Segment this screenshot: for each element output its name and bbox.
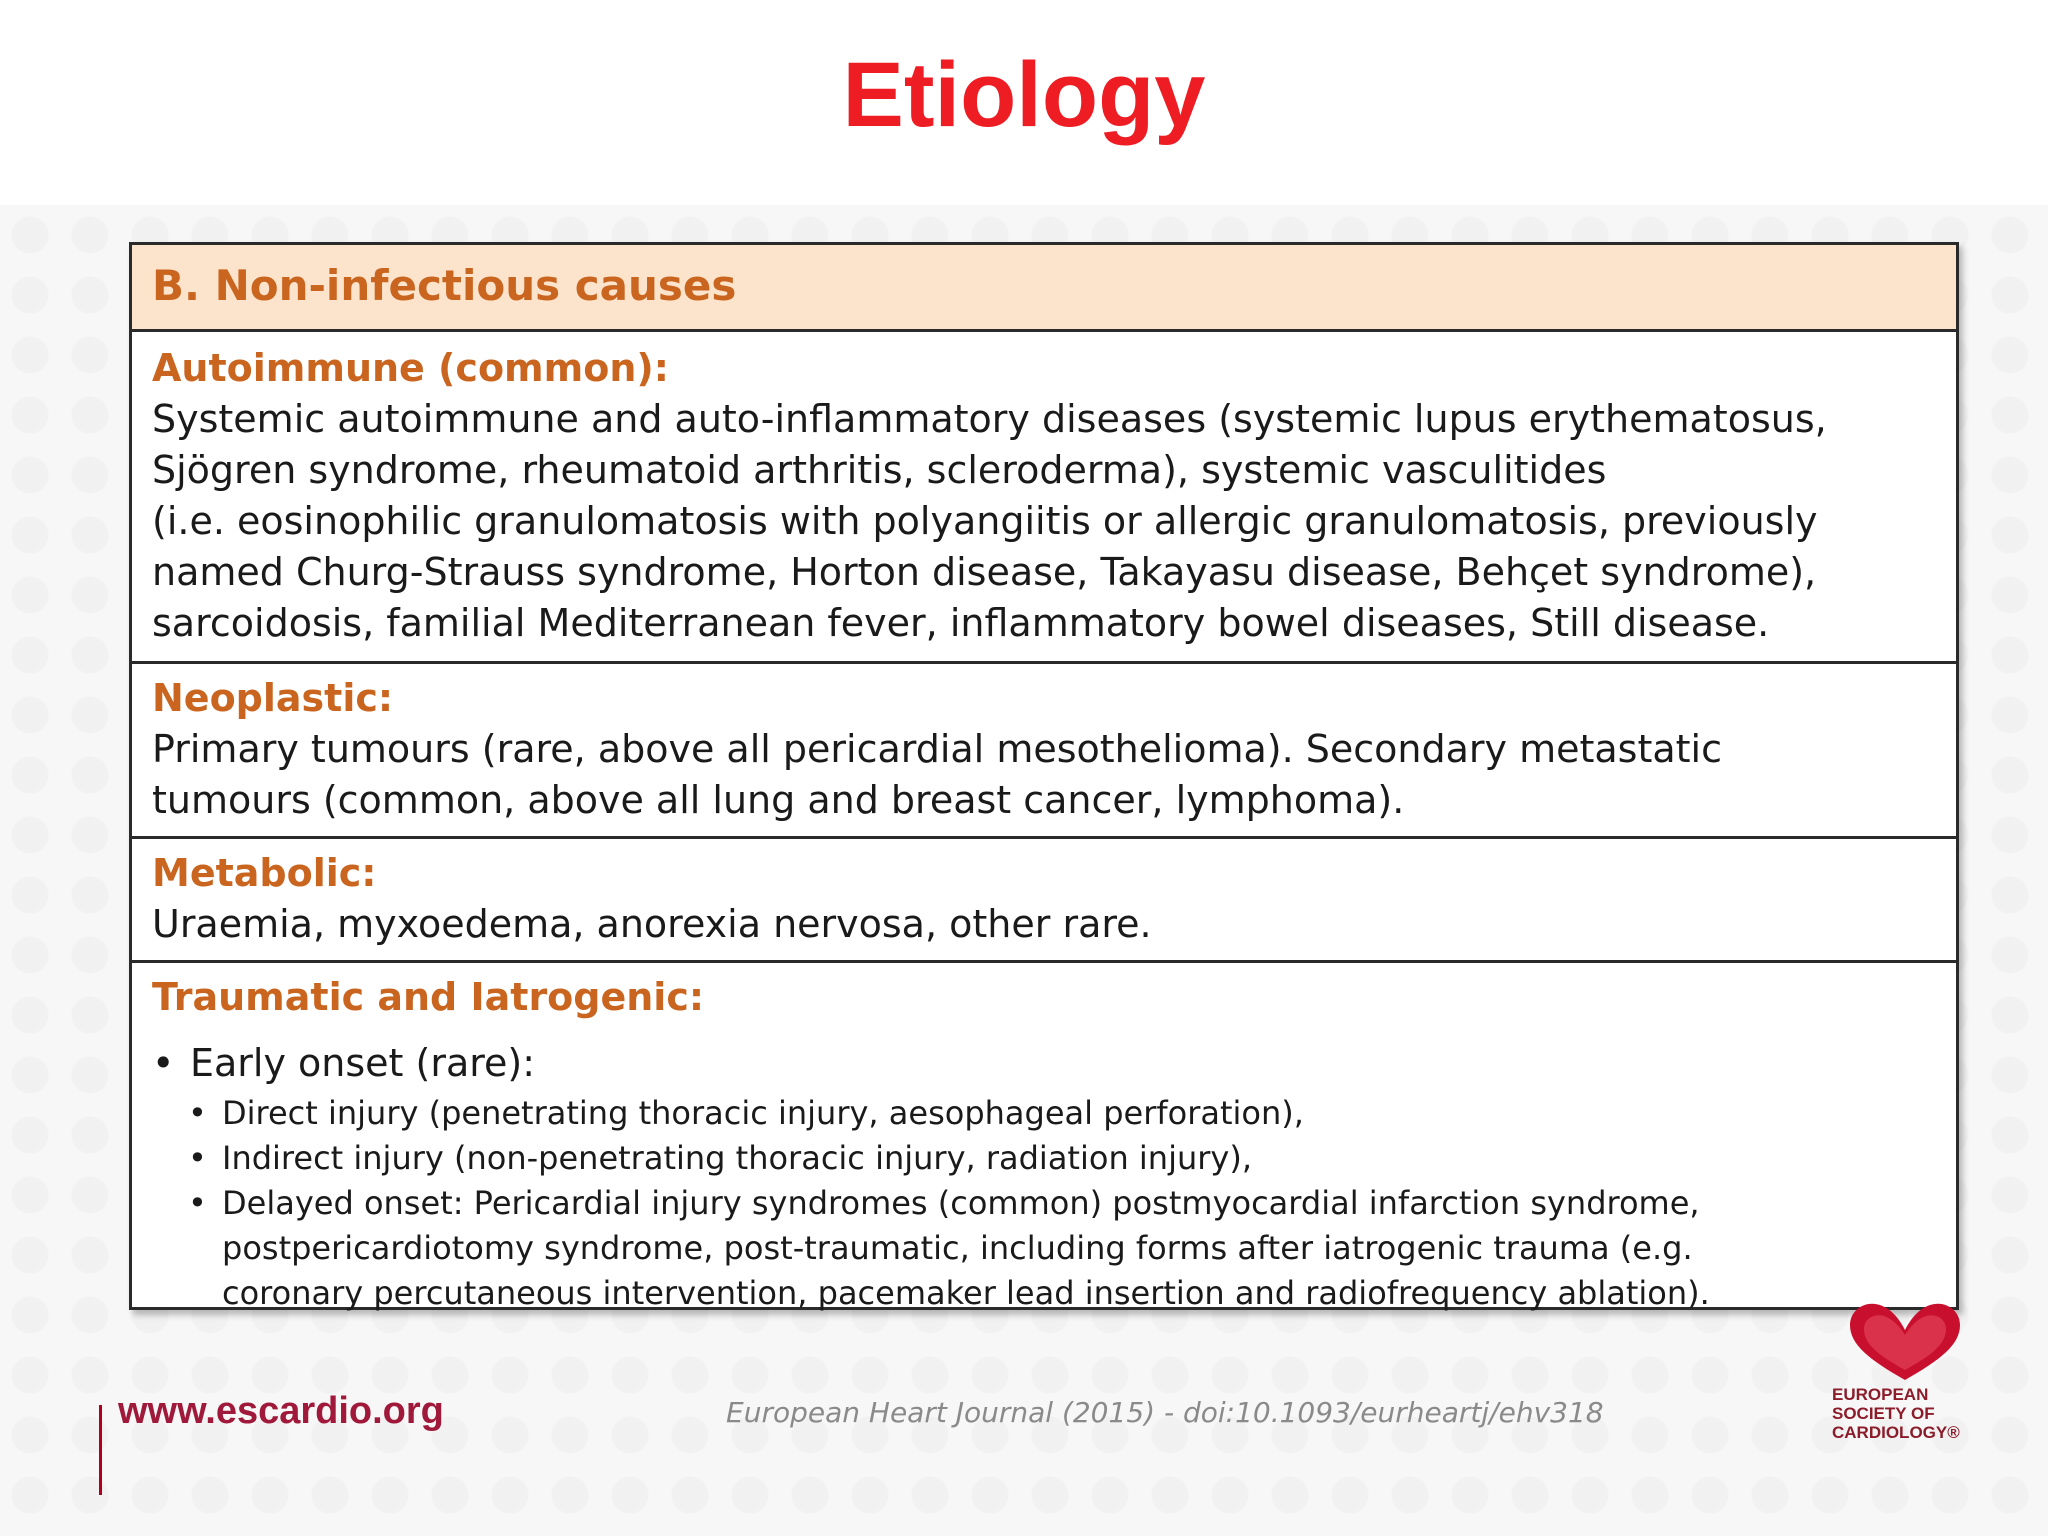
section-body bbox=[152, 899, 1932, 950]
logo-line: EUROPEAN bbox=[1832, 1385, 1929, 1404]
logo-line: CARDIOLOGY® bbox=[1832, 1423, 1960, 1442]
body-line: Systemic autoimmune and auto-inflammatory diseases (systemic lupus erythematosus, bbox=[152, 397, 1827, 441]
sub-bullet-item bbox=[188, 1181, 1928, 1316]
section-autoimmune bbox=[132, 332, 1956, 664]
section-title: Traumatic and Iatrogenic: bbox=[152, 975, 705, 1019]
table-header-row bbox=[132, 245, 1956, 332]
esc-logo-text bbox=[1832, 1385, 1982, 1442]
sub-bullet-line: postpericardiotomy syndrome, post-traumatic, including forms after iatrogenic trauma (e.g. bbox=[222, 1229, 1693, 1267]
body-line: (i.e. eosinophilic granulomatosis with polyangiitis or allergic granulomatosis, previously bbox=[152, 499, 1818, 543]
bullet-early-onset: • Early onset (rare): bbox=[152, 1039, 535, 1087]
sub-bullet-item bbox=[188, 1091, 1928, 1136]
section-body bbox=[152, 724, 1932, 826]
body-line: tumours (common, above all lung and breast cancer, lymphoma). bbox=[152, 778, 1405, 822]
body-line: sarcoidosis, familial Mediterranean fever, inflammatory bowel diseases, Still disease. bbox=[152, 601, 1770, 645]
section-traumatic bbox=[132, 963, 1956, 1312]
footer-reference: European Heart Journal (2015) - doi:10.1093/eurheartj/ehv318 bbox=[726, 1396, 1604, 1429]
section-title: Neoplastic: bbox=[152, 676, 394, 720]
section-metabolic bbox=[132, 839, 1956, 963]
section-title: Autoimmune (common): bbox=[152, 346, 669, 390]
footer-divider bbox=[99, 1405, 102, 1495]
slide-title: Etiology bbox=[842, 44, 1206, 146]
body-line: Sjögren syndrome, rheumatoid arthritis, scleroderma), systemic vasculitides bbox=[152, 448, 1607, 492]
sub-bullet-list bbox=[188, 1091, 1928, 1316]
section-title: Metabolic: bbox=[152, 851, 377, 895]
section-neoplastic bbox=[132, 664, 1956, 839]
body-line: Primary tumours (rare, above all pericardial mesothelioma). Secondary metastatic bbox=[152, 727, 1723, 771]
body-line: Uraemia, myxoedema, anorexia nervosa, other rare. bbox=[152, 902, 1152, 946]
footer-url-link[interactable]: www.escardio.org bbox=[118, 1390, 444, 1432]
section-body bbox=[152, 394, 1932, 649]
causes-table bbox=[129, 242, 1959, 1310]
table-header: B. Non-infectious causes bbox=[152, 261, 737, 310]
logo-line: SOCIETY OF bbox=[1832, 1404, 1935, 1423]
sub-bullet-line: coronary percutaneous intervention, pacemaker lead insertion and radiofrequency ablation). bbox=[222, 1274, 1710, 1312]
sub-bullet-line: • Indirect injury (non-penetrating thoracic injury, radiation injury), bbox=[222, 1139, 1252, 1177]
sub-bullet-line: • Delayed onset: Pericardial injury syndromes (common) postmyocardial infarction syndrome, bbox=[222, 1184, 1700, 1222]
body-line: named Churg-Strauss syndrome, Horton disease, Takayasu disease, Behçet syndrome), bbox=[152, 550, 1817, 594]
sub-bullet-item bbox=[188, 1136, 1928, 1181]
sub-bullet-line: • Direct injury (penetrating thoracic injury, aesophageal perforation), bbox=[222, 1094, 1304, 1132]
